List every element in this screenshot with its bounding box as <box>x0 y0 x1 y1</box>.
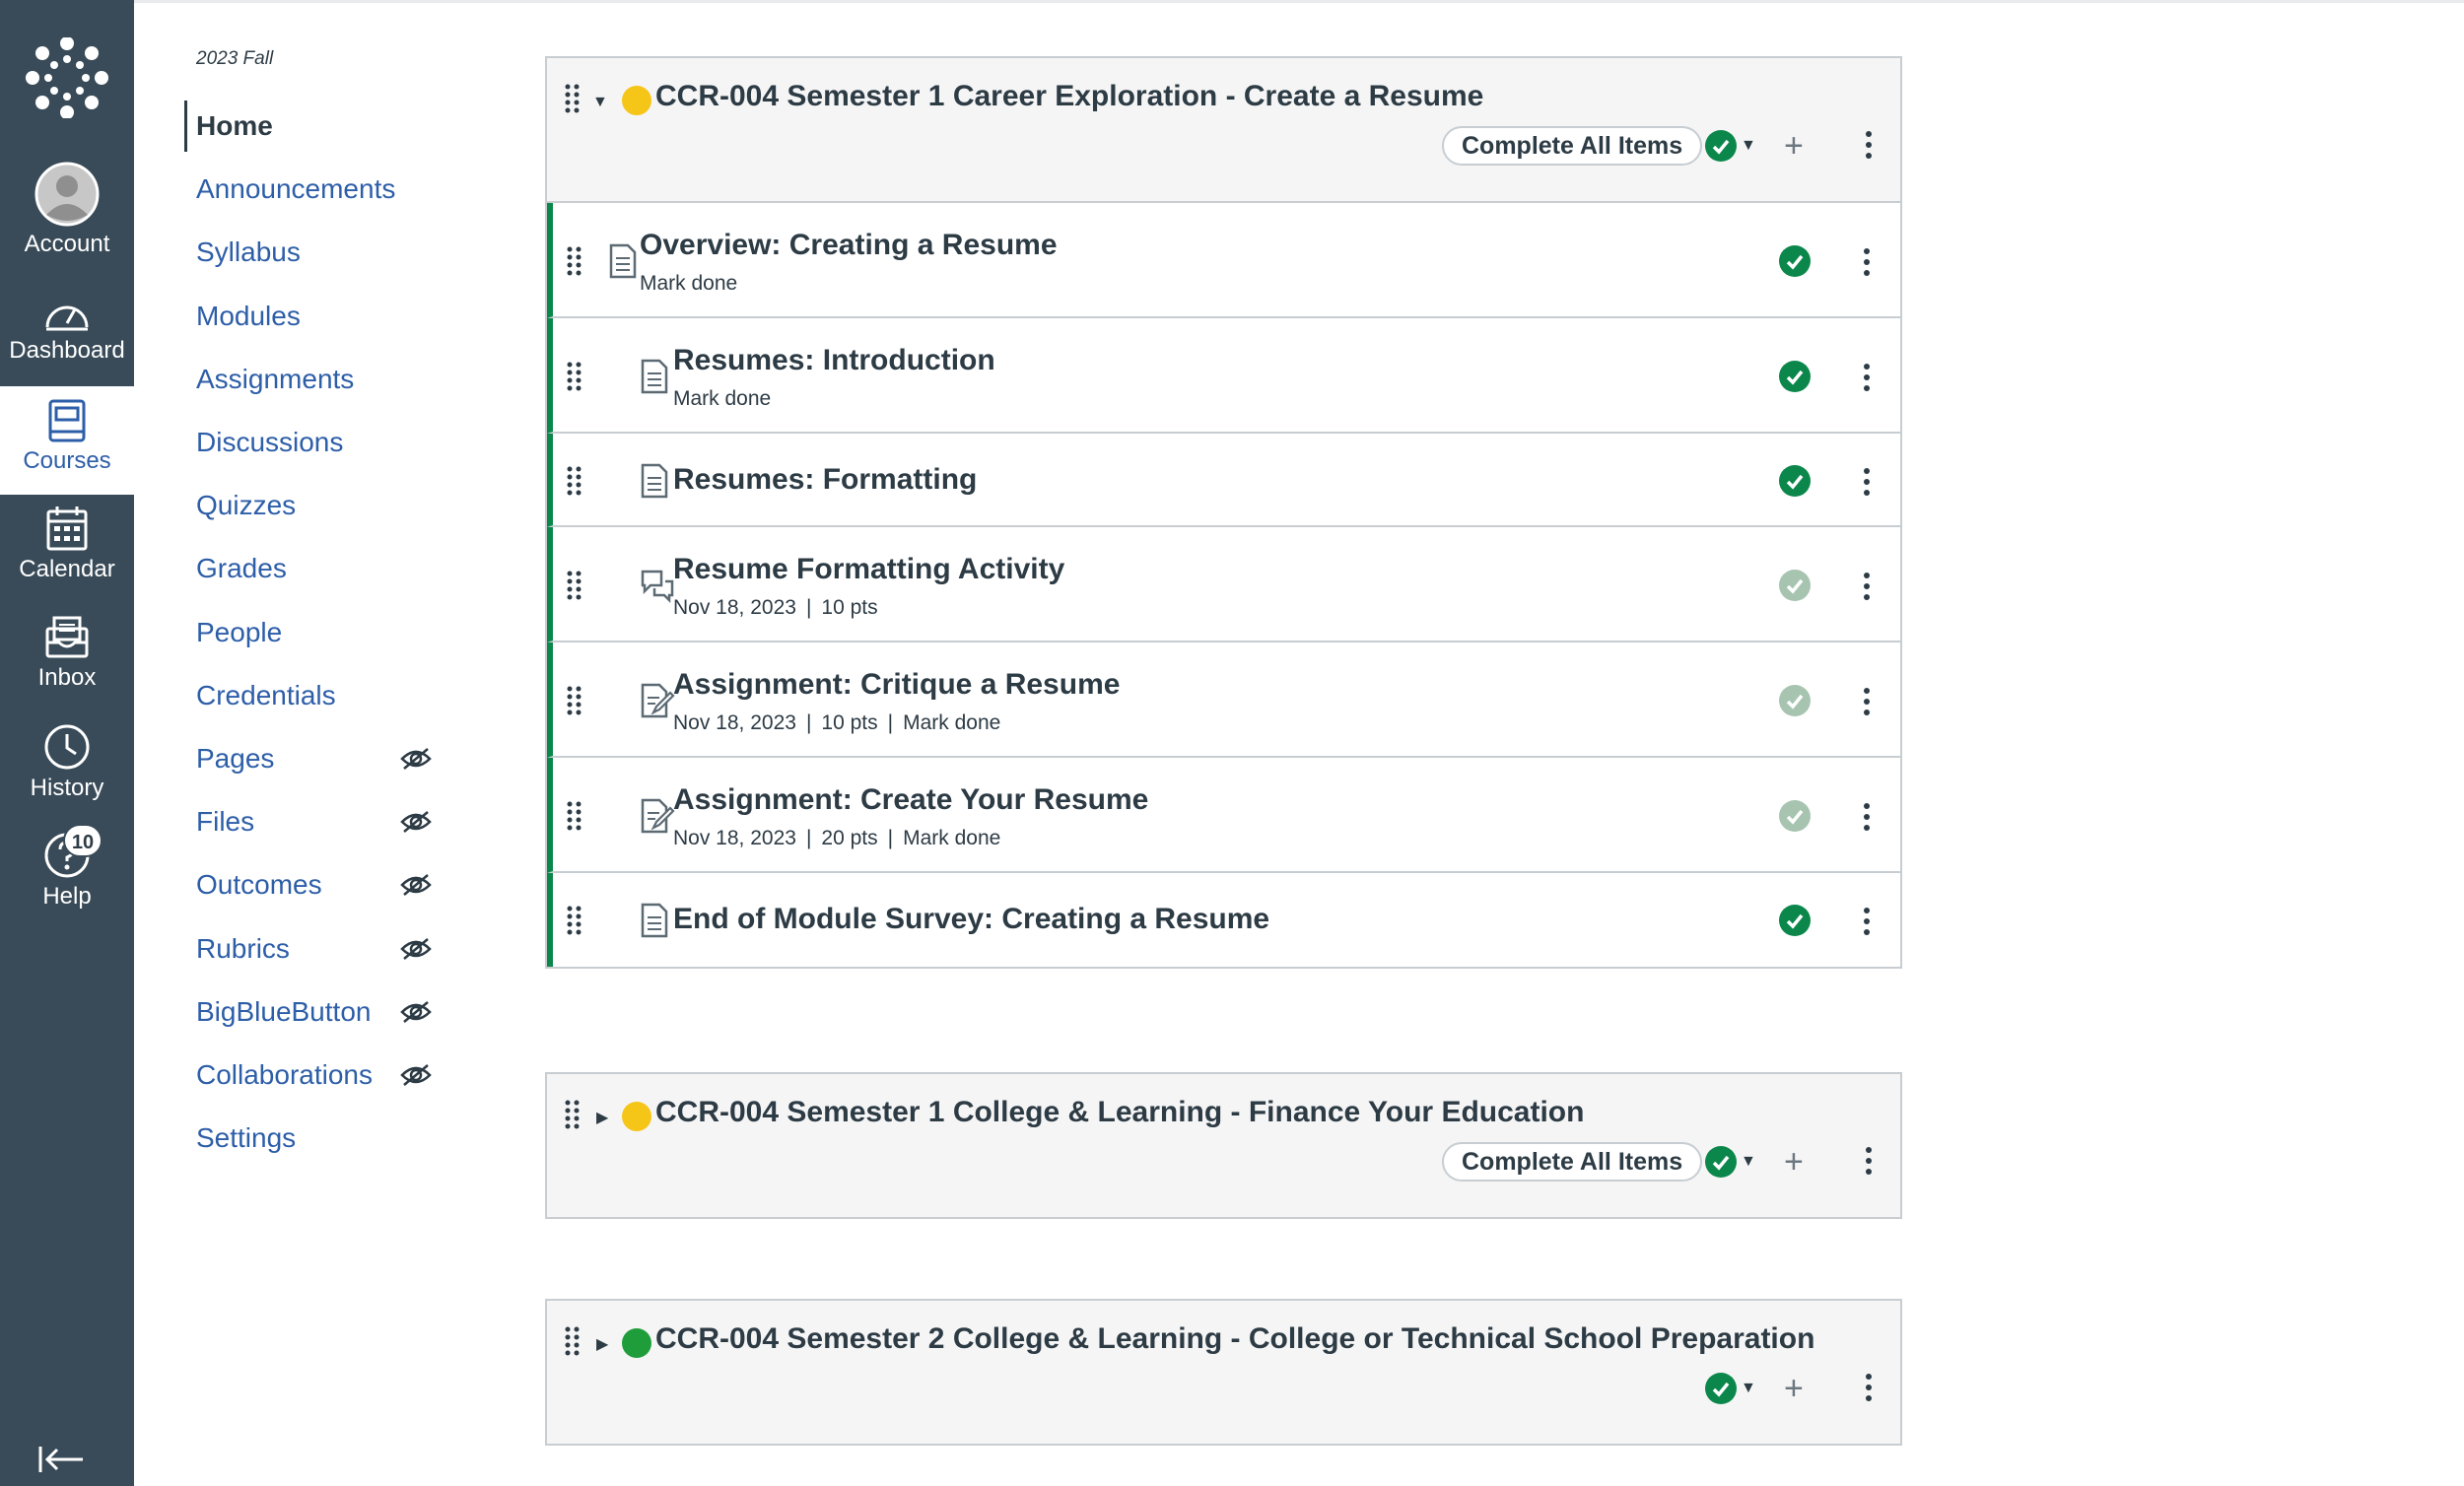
hidden-from-students-icon <box>400 1063 432 1087</box>
publish-menu-caret-icon[interactable]: ▼ <box>1741 137 1756 154</box>
item-published-icon[interactable] <box>1779 245 1811 277</box>
checkmark-icon <box>1705 1373 1737 1404</box>
module-3 <box>545 1299 1902 1446</box>
item-drag-handle-icon[interactable] <box>567 571 582 600</box>
module-item-overview-creating-a-resume[interactable] <box>547 203 1900 318</box>
module-published-toggle[interactable] <box>1705 1373 1737 1404</box>
points: 10 pts <box>821 711 878 734</box>
item-drag-handle-icon[interactable] <box>567 906 582 935</box>
help-notification-badge: 10 <box>63 824 103 857</box>
course-nav-quizzes[interactable]: Quizzes <box>196 490 297 521</box>
module-item-title[interactable]: Resumes: Introduction <box>673 344 995 376</box>
item-unpublished-icon[interactable] <box>1779 800 1811 832</box>
mark-done-link[interactable]: Mark done <box>640 272 738 295</box>
add-item-plus-icon[interactable]: + <box>1784 1143 1804 1181</box>
dashboard-icon <box>42 294 92 333</box>
global-nav-history[interactable] <box>0 711 134 820</box>
global-nav-account[interactable] <box>0 158 134 266</box>
meta-separator: | <box>805 596 812 619</box>
module-item-title[interactable]: Resumes: Formatting <box>673 462 978 496</box>
item-drag-handle-icon[interactable] <box>567 466 582 496</box>
mark-done-link[interactable]: Mark done <box>673 387 772 410</box>
global-nav-calendar-label: Calendar <box>19 556 115 582</box>
canvas-logo-icon[interactable] <box>18 37 116 118</box>
global-nav-inbox-label: Inbox <box>37 664 97 691</box>
publish-menu-caret-icon[interactable]: ▼ <box>1741 1380 1756 1396</box>
module-item-meta <box>673 827 1000 850</box>
module-item-title[interactable]: Overview: Creating a Resume <box>640 229 1058 261</box>
module-status-dot <box>622 1328 651 1358</box>
item-drag-handle-icon[interactable] <box>567 801 582 831</box>
item-kebab-menu-icon[interactable] <box>1864 364 1872 396</box>
page-icon <box>640 359 669 394</box>
meta-separator: | <box>887 827 894 849</box>
assignment-icon <box>640 798 675 834</box>
checkmark-icon <box>1705 130 1737 162</box>
global-nav-inbox[interactable] <box>0 603 134 711</box>
global-nav-help-label: Help <box>42 883 92 910</box>
module-items <box>547 201 1900 967</box>
expand-caret-icon[interactable]: ▶ <box>596 1336 609 1353</box>
global-nav-courses-label: Courses <box>23 447 111 474</box>
courses-icon <box>47 398 87 443</box>
hidden-from-students-icon <box>400 747 432 771</box>
course-nav-bigbluebutton[interactable]: BigBlueButton <box>196 995 372 1027</box>
term-label: 2023 Fall <box>196 48 274 69</box>
course-nav-rubrics[interactable]: Rubrics <box>196 932 290 964</box>
account-avatar-icon <box>34 162 100 227</box>
page-icon <box>608 243 638 279</box>
course-nav-discussions[interactable]: Discussions <box>196 427 344 457</box>
collapse-nav-icon[interactable] <box>37 1445 85 1474</box>
global-nav-history-label: History <box>30 775 104 801</box>
checkmark-icon <box>1705 1146 1737 1178</box>
module-item-meta <box>640 272 737 296</box>
complete-all-items-button[interactable]: Complete All Items <box>1442 1142 1702 1182</box>
item-kebab-menu-icon[interactable] <box>1864 688 1872 720</box>
global-nav-dashboard[interactable] <box>0 278 134 386</box>
checkmark-icon <box>1779 245 1811 277</box>
module-title: CCR-004 Semester 2 College & Learning - College or Technical School Preparation <box>655 1322 1815 1355</box>
module-item-assignment-critique-a-resume[interactable] <box>547 642 1900 758</box>
module-status-dot <box>622 1102 651 1131</box>
history-icon <box>43 723 91 771</box>
add-item-plus-icon[interactable]: + <box>1784 127 1804 165</box>
item-unpublished-icon[interactable] <box>1779 685 1811 716</box>
item-unpublished-icon[interactable] <box>1779 570 1811 601</box>
module-item-end-of-module-survey-creating-a-resume[interactable] <box>547 873 1900 967</box>
meta-separator: | <box>805 827 812 849</box>
checkmark-icon <box>1779 465 1811 497</box>
meta-separator: | <box>805 711 812 734</box>
module-item-resumes-formatting[interactable] <box>547 434 1900 527</box>
page-icon <box>640 903 669 938</box>
course-nav-collaborations[interactable]: Collaborations <box>196 1059 373 1090</box>
module-item-resume-formatting-activity[interactable] <box>547 527 1900 642</box>
module-drag-handle-icon[interactable] <box>565 1100 581 1129</box>
due-date: Nov 18, 2023 <box>673 827 796 849</box>
inbox-icon <box>44 615 90 660</box>
course-nav-home[interactable]: Home <box>184 101 441 152</box>
hidden-from-students-icon <box>400 873 432 897</box>
hidden-from-students-icon <box>400 937 432 961</box>
course-nav-syllabus[interactable]: Syllabus <box>196 236 301 268</box>
module-item-meta <box>673 596 878 620</box>
points: 20 pts <box>821 827 878 849</box>
hidden-from-students-icon <box>400 1000 432 1024</box>
course-nav-people[interactable]: People <box>196 616 283 647</box>
course-nav <box>134 0 459 1486</box>
module-drag-handle-icon[interactable] <box>565 1326 581 1356</box>
course-nav-files[interactable]: Files <box>196 806 255 838</box>
module-kebab-menu-icon[interactable] <box>1866 1374 1874 1406</box>
expand-caret-icon[interactable]: ▶ <box>596 1110 609 1126</box>
course-nav-modules[interactable]: Modules <box>196 300 301 331</box>
publish-menu-caret-icon[interactable]: ▼ <box>1741 1153 1756 1170</box>
course-nav-pages[interactable]: Pages <box>196 743 275 774</box>
checkmark-icon <box>1779 361 1811 392</box>
course-nav-credentials[interactable]: Credentials <box>196 679 336 710</box>
global-nav-calendar[interactable] <box>0 495 134 603</box>
course-nav-settings[interactable]: Settings <box>196 1122 297 1154</box>
module-item-title[interactable]: Resume Formatting Activity <box>673 553 1065 585</box>
module-title: CCR-004 Semester 1 College & Learning - Finance Your Education <box>655 1096 1585 1128</box>
hidden-from-students-icon <box>400 810 432 834</box>
module-item-title[interactable]: End of Module Survey: Creating a Resume <box>673 902 1270 935</box>
global-nav-courses[interactable] <box>0 386 134 495</box>
module-header[interactable] <box>547 1074 1900 1217</box>
item-drag-handle-icon[interactable] <box>567 686 582 715</box>
module-title: CCR-004 Semester 1 Career Exploration - Create a Resume <box>655 80 1484 112</box>
due-date: Nov 18, 2023 <box>673 596 796 619</box>
points: 10 pts <box>821 596 878 619</box>
course-nav-outcomes[interactable]: Outcomes <box>196 869 322 901</box>
item-published-icon[interactable] <box>1779 465 1811 497</box>
calendar-icon <box>45 505 89 552</box>
module-1 <box>545 56 1902 969</box>
module-2 <box>545 1072 1902 1219</box>
complete-all-items-button[interactable]: Complete All Items <box>1442 126 1702 166</box>
item-kebab-menu-icon[interactable] <box>1864 908 1872 940</box>
module-drag-handle-icon[interactable] <box>565 84 581 113</box>
assignment-icon <box>640 683 675 718</box>
item-published-icon[interactable] <box>1779 361 1811 392</box>
module-item-assignment-create-your-resume[interactable] <box>547 758 1900 873</box>
add-item-plus-icon[interactable]: + <box>1784 1370 1804 1407</box>
module-published-toggle[interactable] <box>1705 130 1737 162</box>
module-header[interactable] <box>547 58 1900 201</box>
checkmark-icon <box>1779 905 1811 936</box>
item-kebab-menu-icon[interactable] <box>1864 468 1872 501</box>
global-nav-dashboard-label: Dashboard <box>9 337 125 364</box>
module-published-toggle[interactable] <box>1705 1146 1737 1178</box>
module-item-resumes-introduction[interactable] <box>547 318 1900 434</box>
item-drag-handle-icon[interactable] <box>567 362 582 391</box>
module-item-meta <box>673 711 1000 735</box>
checkmark-icon <box>1779 570 1811 601</box>
page-icon <box>640 463 669 499</box>
item-published-icon[interactable] <box>1779 905 1811 936</box>
global-nav-account-label: Account <box>24 231 110 257</box>
module-item-meta <box>673 387 771 411</box>
module-item-title[interactable]: Assignment: Critique a Resume <box>673 668 1121 701</box>
item-kebab-menu-icon[interactable] <box>1864 573 1872 605</box>
discussion-icon <box>640 568 675 603</box>
item-kebab-menu-icon[interactable] <box>1864 803 1872 836</box>
checkmark-icon <box>1779 685 1811 716</box>
course-nav-announcements[interactable]: Announcements <box>196 173 396 205</box>
item-kebab-menu-icon[interactable] <box>1864 248 1872 281</box>
due-date: Nov 18, 2023 <box>673 711 796 734</box>
meta-separator: | <box>887 711 894 734</box>
module-item-title[interactable]: Assignment: Create Your Resume <box>673 783 1149 816</box>
global-nav <box>0 0 134 1486</box>
collapse-caret-icon[interactable]: ▼ <box>592 94 608 110</box>
module-header[interactable] <box>547 1301 1900 1444</box>
checkmark-icon <box>1779 800 1811 832</box>
item-drag-handle-icon[interactable] <box>567 246 582 276</box>
module-status-dot <box>622 86 651 115</box>
mark-done-link[interactable]: Mark done <box>903 711 1001 734</box>
top-border <box>134 0 2464 3</box>
course-nav-grades[interactable]: Grades <box>196 553 287 584</box>
mark-done-link[interactable]: Mark done <box>903 827 1001 849</box>
module-kebab-menu-icon[interactable] <box>1866 131 1874 164</box>
course-nav-assignments[interactable]: Assignments <box>196 363 355 394</box>
module-kebab-menu-icon[interactable] <box>1866 1147 1874 1180</box>
